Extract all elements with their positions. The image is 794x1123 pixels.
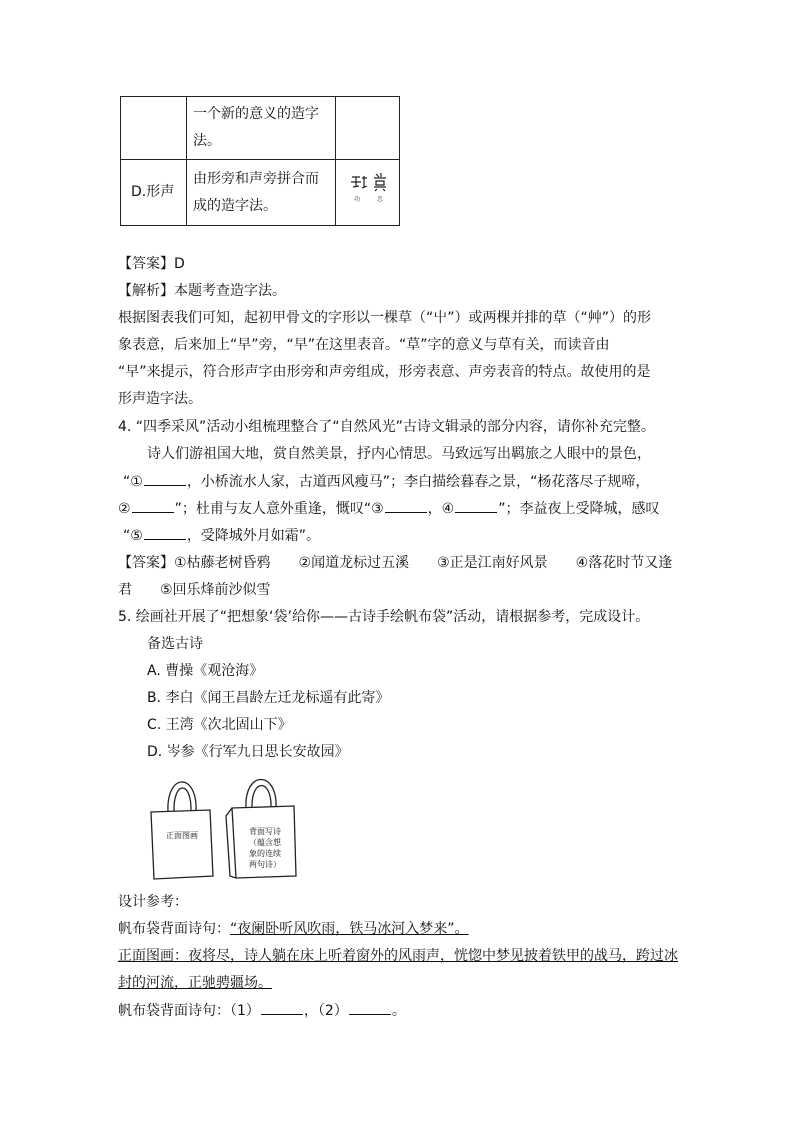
design-reference-front-cont: [118, 973, 272, 993]
q4-text: ”；李益夜上受降城，感叹: [498, 501, 660, 517]
bag-back-label: 象的连续: [249, 849, 281, 858]
design-reference-front: [118, 946, 678, 966]
q4-text: ，小桥流水人家，古道西风瘦马”；李白描绘暮春之景，“杨花落尽子规啼，: [186, 474, 650, 490]
q3-analysis-line: 根据图表我们可知，起初甲骨文的字形以一棵草（“屮”）或两棵并排的草（“艸”）的形: [118, 310, 652, 326]
fill-label: 帆布袋背面诗句：（1）: [118, 1003, 260, 1019]
char-caption: 功: [354, 195, 361, 203]
ref-label: 帆布袋背面诗句：: [118, 921, 230, 937]
design-reference-title: 设计参考：: [118, 894, 188, 910]
design-reference-back: [118, 919, 469, 939]
cell-text: 由形旁和声旁拼合而: [193, 170, 319, 187]
q4-answer: 君 ⑤回乐烽前沙似雪: [118, 582, 271, 598]
fill-text: 。: [391, 1003, 406, 1019]
blank-1[interactable]: [144, 471, 186, 486]
char-caption: 忠: [377, 195, 384, 203]
bag-back-label: （蕴含想: [249, 838, 281, 847]
q3-analysis-head: 【解析】本题考查造字法。: [118, 283, 286, 299]
bag-front-label: 正面图画: [166, 831, 198, 840]
q5-option: B. 李白《闻王昌龄左迁龙标遥有此寄》: [147, 690, 390, 706]
q5-option: A. 曹操《观沧海》: [147, 663, 264, 679]
q3-analysis-line: “早”来提示，符合形声字由形旁和声旁组成，形旁表意、声旁表音的特点。故使用的是: [118, 364, 651, 380]
blank-4[interactable]: [455, 498, 497, 513]
q5-stem: 5. 绘画社开展了“把想象‘袋’给你——古诗手绘帆布袋”活动，请根据参考，完成设计。: [118, 609, 650, 625]
cell-text: 法。: [193, 133, 221, 149]
q4-stem: 4. “四季采风”活动小组梳理整合了“自然风光”古诗文辑录的部分内容，请你补充完整。: [118, 419, 655, 435]
cell-text: 一个新的意义的造字: [193, 106, 319, 122]
q4-text: “①: [123, 474, 143, 490]
blank-5[interactable]: [144, 525, 186, 540]
bag-back-label: 背面写诗: [249, 827, 281, 836]
ref-front-desc: 夜将尽，诗人躺在床上听着窗外的风雨声，恍惚中梦见披着铁甲的战马，跨过冰: [188, 948, 678, 964]
bag-back-label: 两句诗）: [249, 860, 281, 869]
blank-2[interactable]: [132, 498, 174, 513]
ancient-character-image: [336, 168, 399, 208]
blank-poem-2[interactable]: [349, 1000, 391, 1015]
table-cell: D.形声: [121, 160, 187, 226]
ref-back-poem: “夜阑卧听风吹雨，铁马冰河入梦来”。: [230, 921, 469, 937]
q4-text: ②: [118, 501, 131, 517]
q5-options-title: 备选古诗: [147, 636, 203, 652]
table-cell: [336, 160, 400, 226]
q5-option: D. 岑参《行军九日思长安故园》: [147, 744, 349, 760]
q4-text: ，受降城外月如霜”。: [186, 528, 321, 544]
table-cell: [336, 97, 400, 160]
q4-answer: 【答案】①枯藤老树昏鸦 ②闻道龙标过五溪 ③正是江南好风景 ④落花时节又逢: [118, 555, 673, 571]
ref-label: 正面图画：: [118, 948, 188, 964]
q4-line: [118, 498, 659, 519]
blank-poem-1[interactable]: [261, 1000, 303, 1015]
q4-text: ，④: [427, 501, 455, 517]
q5-fill-line: [118, 1000, 406, 1021]
q3-analysis-line: 形声造字法。: [118, 391, 202, 407]
fill-text: ，（2）: [303, 1003, 348, 1019]
tote-bags-illustration: [146, 772, 306, 884]
ref-front-desc: 封的河流，正驰骋疆场。: [118, 975, 272, 991]
table-row: [121, 160, 400, 226]
q4-line: [123, 525, 320, 546]
table-cell: [121, 97, 187, 160]
q4-line: [123, 471, 649, 492]
table-cell: [187, 97, 336, 160]
table-cell: [187, 160, 336, 226]
q4-text: ”；杜甫与友人意外重逢，慨叹“③: [174, 501, 384, 517]
table-row: [121, 97, 400, 160]
writing-method-table: [120, 96, 400, 226]
q3-analysis-line: 象表意，后来加上“早”旁，“早”在这里表音。“草”字的意义与草有关，而读音由: [118, 337, 610, 353]
q3-answer: 【答案】D: [118, 256, 185, 272]
q5-option: C. 王湾《次北固山下》: [147, 717, 292, 733]
blank-3[interactable]: [385, 498, 427, 513]
q4-line: 诗人们游祖国大地，赏自然美景，抒内心情思。马致远写出羁旅之人眼中的景色，: [147, 446, 651, 462]
cell-text: 成的造字法。: [193, 197, 277, 214]
q4-text: “⑤: [123, 528, 143, 544]
